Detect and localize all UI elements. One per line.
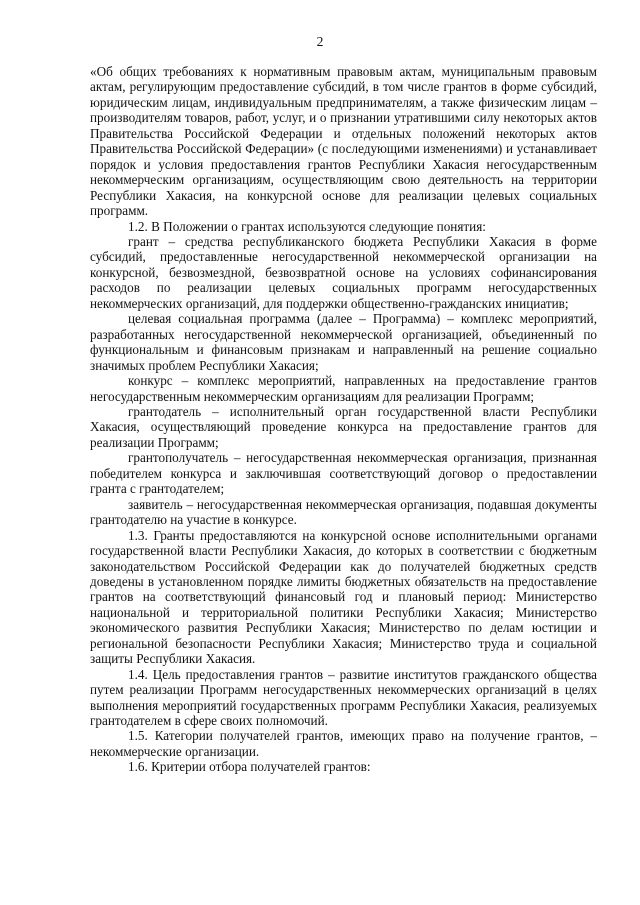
definition-program: целевая социальная программа (далее – Программа) – комплекс мероприятий, разработанных негосударственной некоммерческой организацией, объединенный по функциональным и финансовым признакам и направленный на решение социально значимых проблем Республики Хакасия; [90,311,597,373]
paragraph-1-5: 1.5. Категории получателей грантов, имеющих право на получение грантов, – некоммерческие организации. [90,728,597,759]
paragraph-1-3: 1.3. Гранты предоставляются на конкурсной основе исполнительными органами государственной власти Республики Хакасия, до которых в соответствии с бюджетным законодательством Российской Федерации как до получателей бюджетных средств доведены в установленном порядке лимиты бюджетных обязательств на предоставление грантов на соответствующий финансовый год и плановый период: Министерство национальной и территориальной политики Республики Хакасия; Министерство экономического развития Республики Хакасия; Министерство по делам юстиции и региональной безопасности Республики Хакасия; Министерство труда и социальной защиты Республики Хакасия. [90,527,597,667]
definition-grantor: грантодатель – исполнительный орган государственной власти Республики Хакасия, осуществляющий проведение конкурса на предоставление грантов для реализации Программ; [90,403,597,450]
definition-contest: конкурс – комплекс мероприятий, направленных на предоставление грантов негосударственным некоммерческим организациям для реализации Программ; [90,373,597,404]
paragraph-1-6: 1.6. Критерии отбора получателей грантов: [128,759,371,775]
paragraph-intro-continuation: «Об общих требованиях к нормативным правовым актам, муниципальным правовым актам, регулирующим предоставление субсидий, в том числе грантов в форме субсидий, юридическим лицам, индивидуальным предпринимателям, а также физическим лицам – производителям товаров, работ, услуг, и о признании утратившими силу некоторых актов Правительства Российской Федерации и отдельных положений некоторых актов Правительства Российской Федерации» (с последующими изменениями) и устанавливает порядок и условия предоставления грантов Республики Хакасия негосударственным некоммерческим организациям, осуществляющим свою деятельность на территории Республики Хакасия, на конкурсной основе для реализации целевых социальных программ. [90,64,597,219]
paragraph-1-2: 1.2. В Положении о грантах используются следующие понятия: [128,218,486,234]
page-number: 2 [316,34,324,49]
document-body [90,64,597,775]
paragraph-1-4: 1.4. Цель предоставления грантов – развитие институтов гражданского общества путем реализации Программ негосударственных некоммерческих организаций в целях выполнения мероприятий государственных программ Республики Хакасия, реализуемых грантодателем в сфере своих полномочий. [90,666,597,729]
definition-grantee: грантополучатель – негосударственная некоммерческая организация, признанная победителем конкурса и заключившая соответствующий договор о предоставлении гранта с грантодателем; [90,450,597,497]
definition-grant: грант – средства республиканского бюджета Республики Хакасия в форме субсидий, предоставленные негосударственной некоммерческой организации на конкурсной, безвозмездной, безвозвратной основе на условиях софинансирования расходов по реализации целевых социальных программ негосударственных некоммерческих организаций, для поддержки общественно-гражданских инициатив; [90,233,597,311]
definition-applicant: заявитель – негосударственная некоммерческая организация, подавшая документы грантодателю на участие в конкурсе. [90,496,597,528]
